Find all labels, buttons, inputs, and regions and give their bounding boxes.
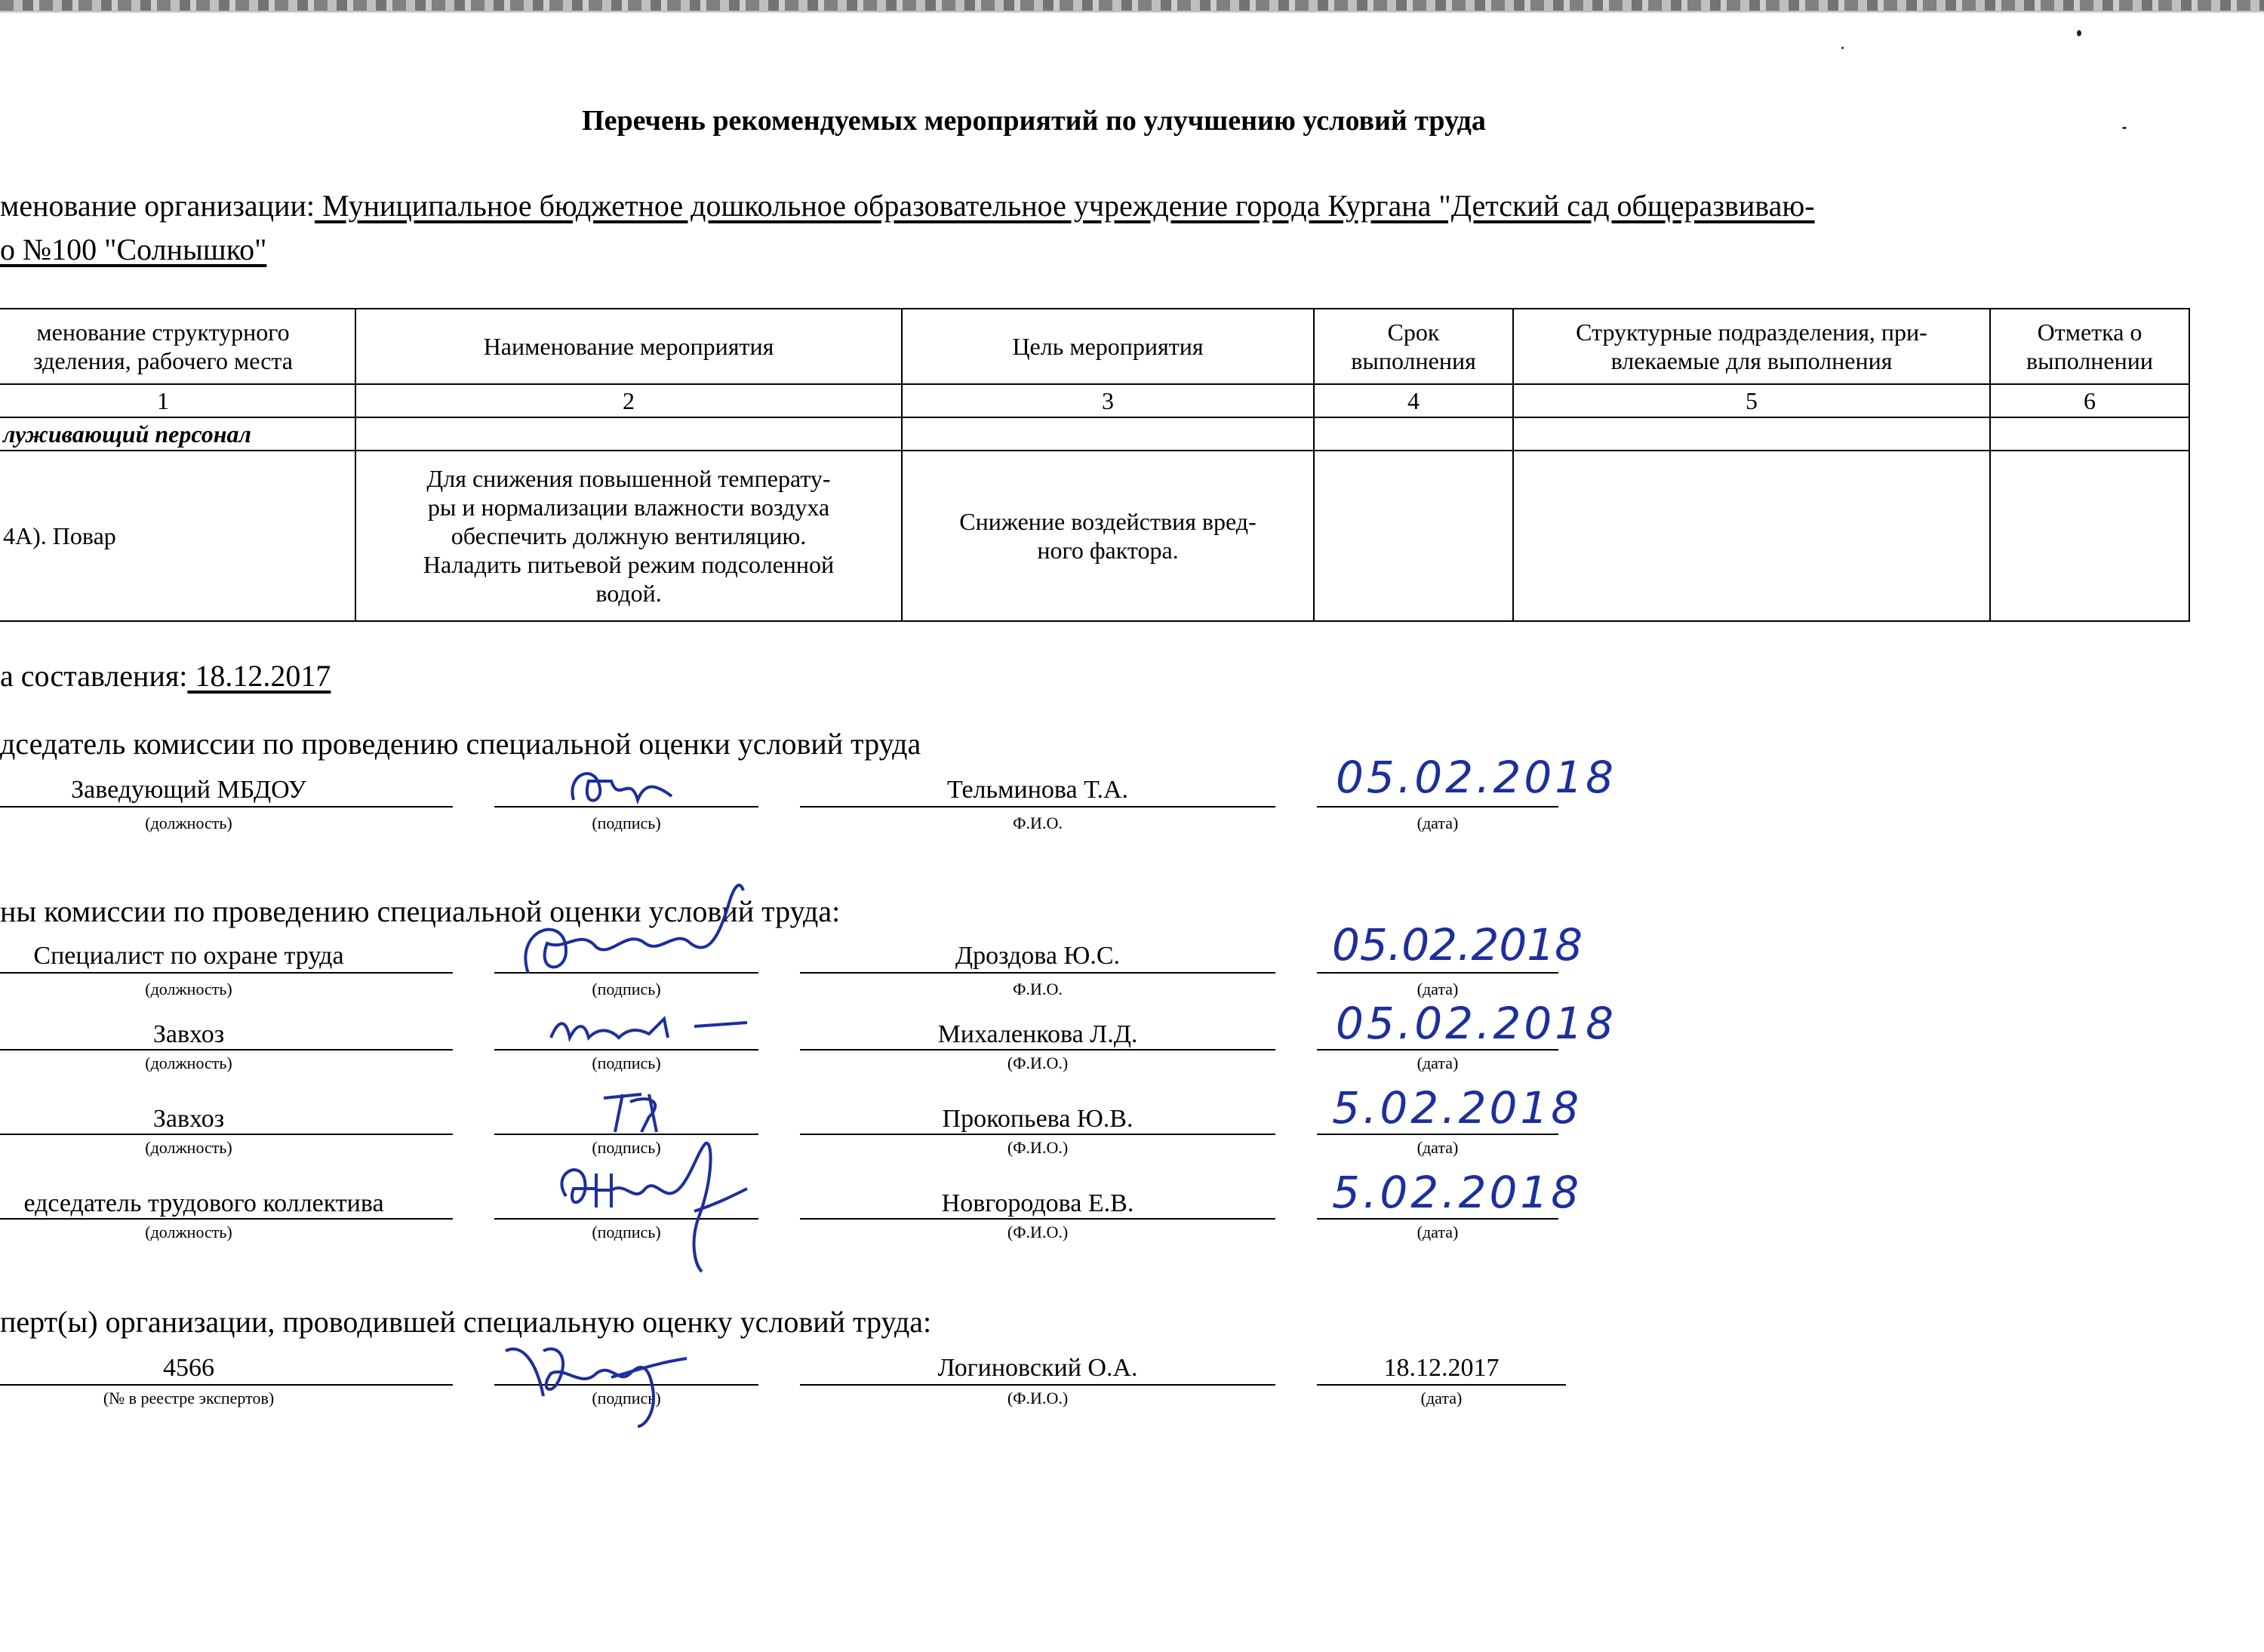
member-date: 05.02.2018: [1336, 998, 1617, 1049]
col-number: 6: [1990, 384, 2189, 417]
name-caption: (Ф.И.О.): [1007, 1054, 1069, 1072]
col-number: 1: [0, 384, 355, 417]
expert-date: 18.12.2017: [1383, 1354, 1500, 1382]
date-line: [1317, 972, 1558, 974]
position-line: [0, 1134, 453, 1135]
empty-cell: [355, 417, 902, 451]
scan-edge-shadow: [0, 11, 2264, 14]
member-name: Михаленкова Л.Д.: [937, 1020, 1138, 1048]
header-workplace: менование структурного зделения, рабочего места: [0, 309, 355, 384]
expert-signature: [498, 1328, 694, 1434]
chairman-date: 05.02.2018: [1336, 752, 1617, 803]
position-caption: (должность): [145, 1138, 232, 1157]
member-position: Завхоз: [152, 1105, 225, 1133]
position-caption: (должность): [145, 980, 232, 998]
date-caption: (дата): [1417, 1138, 1459, 1157]
organization-block: [0, 184, 2158, 272]
position-line: [0, 972, 453, 974]
signature-caption: (подпись): [592, 814, 661, 832]
organization-name-line2: о №100 "Солнышко": [0, 232, 267, 266]
header-deadline: Срок выполнения: [1314, 309, 1513, 384]
date-caption: (дата): [1417, 1223, 1459, 1241]
position-line: [0, 806, 453, 808]
member-signature: [551, 1136, 755, 1279]
name-line: [800, 806, 1275, 808]
member-date: 5.02.2018: [1332, 1082, 1583, 1134]
col-number: 4: [1314, 384, 1513, 417]
signature-caption: (подпись): [592, 980, 661, 998]
signature-caption: (подпись): [592, 1389, 661, 1407]
expert-number-line: [0, 1384, 453, 1386]
position-line: [0, 1218, 453, 1220]
scan-speck: [2122, 127, 2127, 129]
empty-cell: [902, 417, 1314, 451]
table-header-row: [0, 309, 2189, 384]
name-line: [800, 1049, 1275, 1051]
units-cell: [1513, 451, 1990, 621]
scan-speck: [2077, 30, 2081, 36]
chairman-signature: [558, 758, 679, 819]
empty-cell: [1513, 417, 1990, 451]
scan-speck: [1841, 47, 1844, 49]
compile-date-label: а составления:: [0, 659, 188, 693]
members-heading: ны комиссии по проведению специальной оценки условий труда:: [0, 894, 841, 928]
member-position: Специалист по охране труда: [33, 942, 344, 970]
position-caption: (должность): [145, 814, 232, 832]
table-number-row: [0, 384, 2189, 417]
empty-cell: [1990, 417, 2189, 451]
member-name: Прокопьева Ю.В.: [942, 1105, 1134, 1133]
document-title: Перечень рекомендуемых мероприятий по улучшению условий труда: [582, 105, 1486, 137]
name-line: [800, 1134, 1275, 1135]
header-measure: Наименование мероприятия: [355, 309, 902, 384]
table-row: [0, 451, 2189, 621]
goal-cell: Снижение воздействия вред- ного фактора.: [902, 451, 1314, 621]
date-line: [1317, 1134, 1558, 1135]
organization-name-line1: Муниципальное бюджетное дошкольное образовательное учреждение города Кургана "Детский сад общеразвиваю-: [315, 189, 1815, 223]
date-line: [1317, 1384, 1566, 1386]
date-line: [1317, 806, 1558, 808]
signature-line: [494, 1049, 758, 1051]
expert-number: 4566: [163, 1354, 214, 1382]
member-signature: [543, 1011, 755, 1049]
workplace-cell: 4А). Повар: [0, 451, 355, 621]
signature-caption: (подпись): [592, 1138, 661, 1157]
member-name: Дроздова Ю.С.: [955, 942, 1121, 970]
col-number: 2: [355, 384, 902, 417]
deadline-cell: [1314, 451, 1513, 621]
name-caption: (Ф.И.О.): [1007, 1223, 1069, 1241]
header-goal: Цель мероприятия: [902, 309, 1314, 384]
col-number: 3: [902, 384, 1314, 417]
name-line: [800, 1218, 1275, 1220]
name-caption: Ф.И.О.: [1013, 814, 1063, 832]
date-line: [1317, 1049, 1558, 1051]
name-caption: (Ф.И.О.): [1007, 1389, 1069, 1407]
date-caption: (дата): [1417, 980, 1459, 998]
member-date: 5.02.2018: [1332, 1167, 1583, 1218]
group-label: луживающий персонал: [0, 417, 355, 451]
date-line: [1317, 1218, 1558, 1220]
signature-caption: (подпись): [592, 1054, 661, 1072]
mark-cell: [1990, 451, 2189, 621]
chairman-position: Заведующий МБДОУ: [71, 776, 306, 804]
position-caption: (должность): [145, 1054, 232, 1072]
position-caption: (должность): [145, 1223, 232, 1241]
member-signature: [596, 1087, 687, 1140]
empty-cell: [1314, 417, 1513, 451]
chairman-heading: дседатель комиссии по проведению специальной оценки условий труда: [0, 727, 921, 761]
member-date: 05.02.2018: [1332, 919, 1583, 971]
name-caption: Ф.И.О.: [1013, 980, 1063, 998]
measure-cell: Для снижения повышенной температу- ры и нормализации влажности воздуха обеспечить должную вентиляцию. Наладить питьевой режим подсоленной водой.: [355, 451, 902, 621]
member-signature: [513, 875, 762, 996]
name-line: [800, 972, 1275, 974]
measures-table: [0, 308, 2190, 622]
expert-heading: перт(ы) организации, проводившей специальную оценку условий труда:: [0, 1305, 932, 1339]
table-group-row: [0, 417, 2189, 451]
chairman-name: Тельминова Т.А.: [946, 776, 1129, 804]
name-caption: (Ф.И.О.): [1007, 1138, 1069, 1157]
expert-number-caption: (№ в реестре экспертов): [103, 1389, 275, 1407]
compile-date: [0, 658, 331, 694]
compile-date-value: 18.12.2017: [187, 659, 331, 693]
col-number: 5: [1513, 384, 1990, 417]
signature-caption: (подпись): [592, 1223, 661, 1241]
name-line: [800, 1384, 1275, 1386]
position-line: [0, 1049, 453, 1051]
member-position: Завхоз: [152, 1020, 225, 1048]
organization-label: менование организации:: [0, 189, 315, 223]
member-name: Новгородова Е.В.: [941, 1189, 1134, 1217]
header-mark: Отметка о выполнении: [1990, 309, 2189, 384]
date-caption: (дата): [1417, 814, 1459, 832]
expert-name: Логиновский О.А.: [937, 1354, 1138, 1382]
scan-edge-artifact: [0, 0, 2264, 11]
date-caption: (дата): [1420, 1389, 1463, 1407]
date-caption: (дата): [1417, 1054, 1459, 1072]
member-position: едседатель трудового коллектива: [23, 1189, 384, 1217]
header-units: Структурные подразделения, при- влекаемые для выполнения: [1513, 309, 1990, 384]
